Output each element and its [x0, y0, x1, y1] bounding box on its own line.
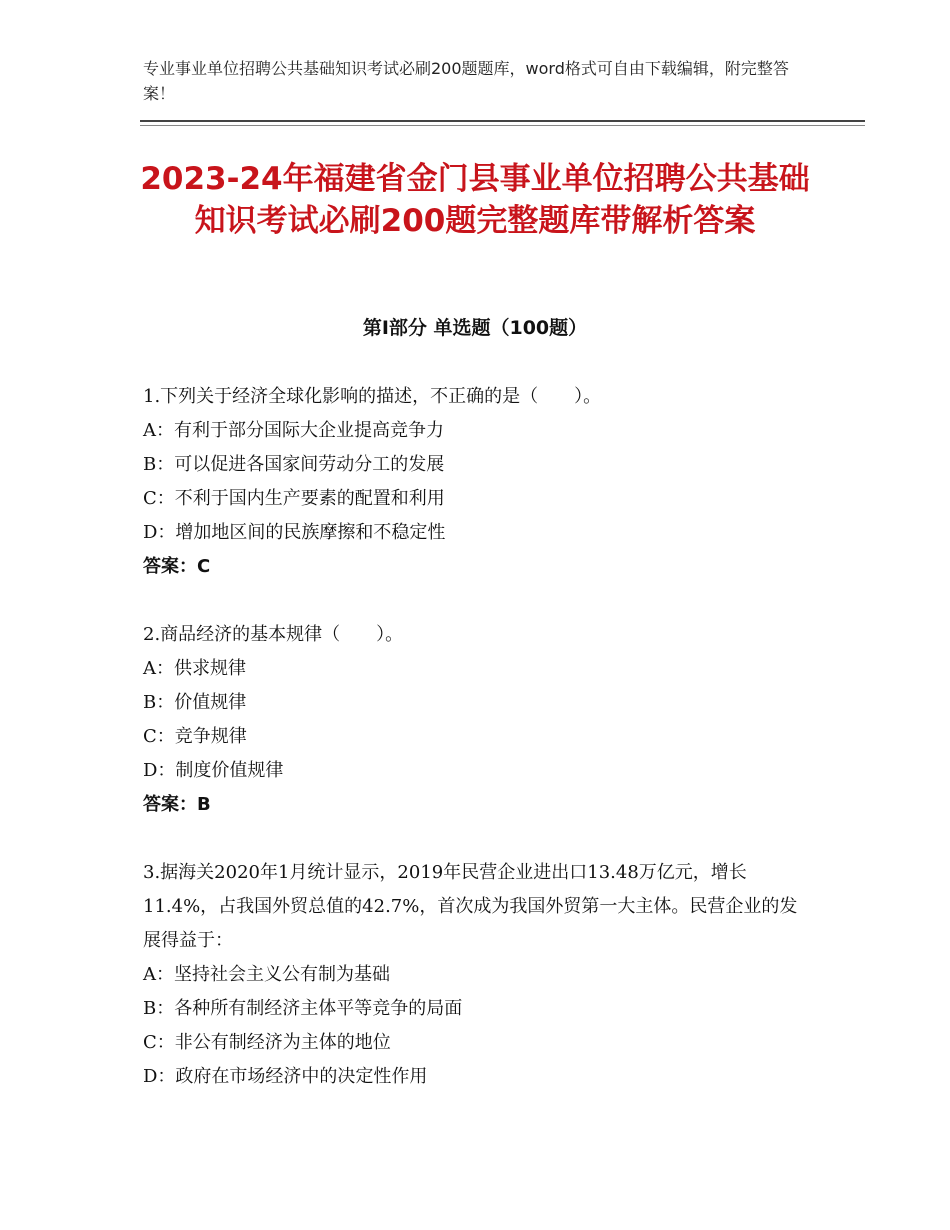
- header-divider-thin: [140, 125, 865, 126]
- option-d: D：政府在市场经济中的决定性作用: [143, 1066, 428, 1087]
- question-stem: 2.商品经济的基本规律（ ）。: [143, 624, 404, 645]
- question-2: [143, 618, 813, 822]
- option-b: B：各种所有制经济主体平等竞争的局面: [143, 998, 463, 1019]
- option-a: A：有利于部分国际大企业提高竞争力: [143, 420, 444, 441]
- question-stem: 1.下列关于经济全球化影响的描述，不正确的是（ ）。: [143, 386, 602, 407]
- question-stem: 3.据海关2020年1月统计显示，2019年民营企业进出口13.48万亿元，增长11.4%，占我国外贸总值的42.7%，首次成为我国外贸第一大主体。民营企业的发展得益于：: [143, 862, 798, 951]
- section-title: 第Ⅰ部分 单选题（100题）: [362, 317, 588, 339]
- option-d: D：制度价值规律: [143, 760, 284, 781]
- option-a: A：坚持社会主义公有制为基础: [143, 964, 390, 985]
- header-divider-thick: [140, 120, 865, 122]
- option-b: B：价值规律: [143, 692, 247, 713]
- option-b: B：可以促进各国家间劳动分工的发展: [143, 454, 445, 475]
- option-c: C：竞争规律: [143, 726, 247, 747]
- option-a: A：供求规律: [143, 658, 246, 679]
- option-c: C：非公有制经济为主体的地位: [143, 1032, 391, 1053]
- answer: 答案：C: [143, 556, 211, 577]
- question-3: [143, 856, 813, 1094]
- answer: 答案：B: [143, 794, 211, 815]
- header-note: 专业事业单位招聘公共基础知识考试必刷200题题库，word格式可自由下载编辑，附完整答案！: [143, 59, 789, 103]
- option-d: D：增加地区间的民族摩擦和不稳定性: [143, 522, 446, 543]
- option-c: C：不利于国内生产要素的配置和利用: [143, 488, 445, 509]
- document-title: 2023-24年福建省金门县事业单位招聘公共基础知识考试必刷200题完整题库带解析答案: [140, 161, 810, 239]
- question-1: [143, 380, 813, 584]
